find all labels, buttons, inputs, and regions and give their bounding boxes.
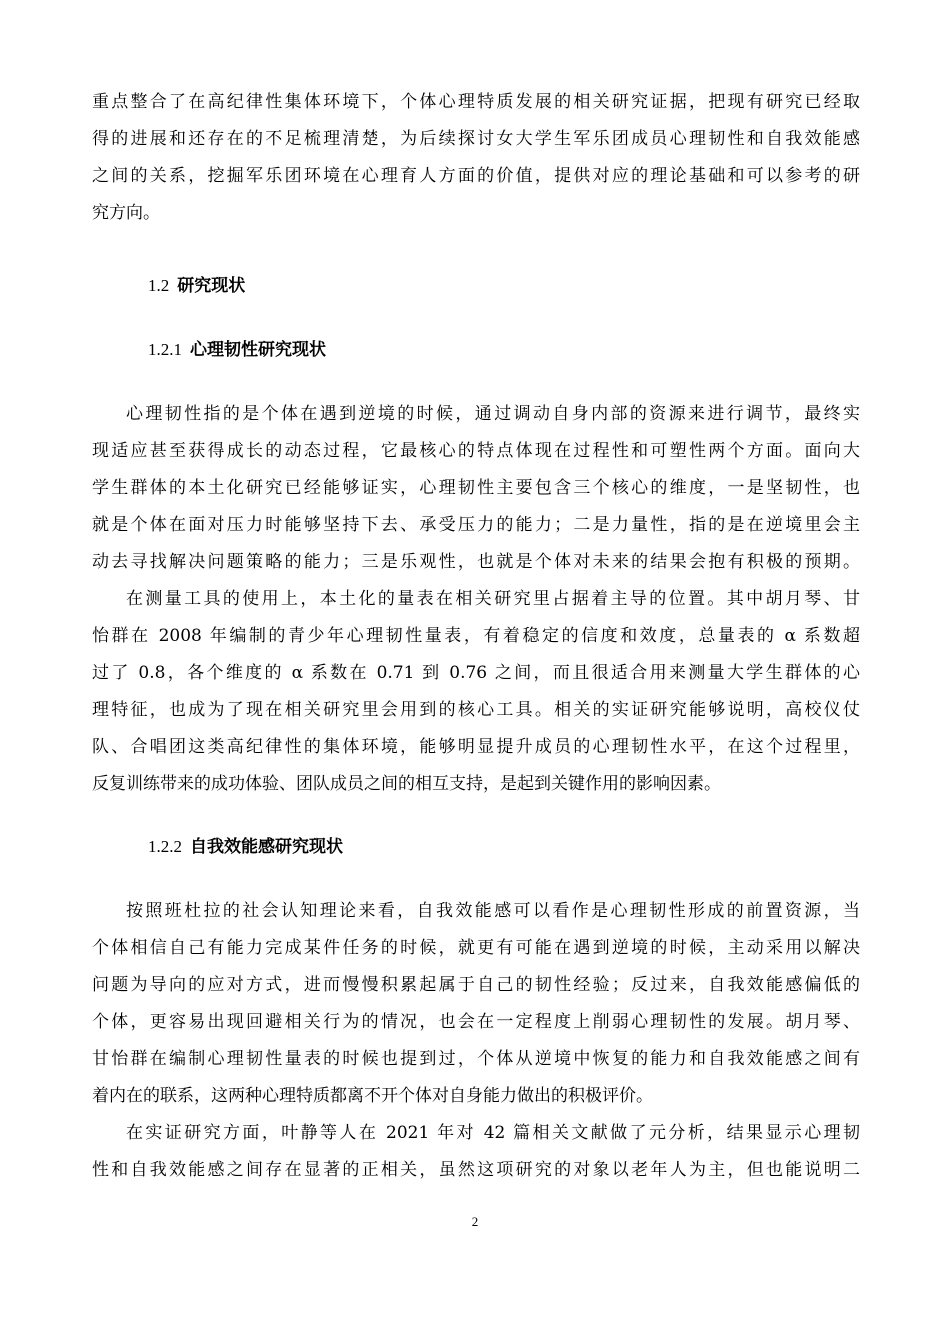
text-line: 反复训练带来的成功体验、团队成员之间的相互支持，是起到关键作用的影响因素。 (92, 774, 721, 794)
section-title: 心理韧性研究现状 (190, 340, 326, 360)
text-line: 心理韧性指的是个体在遇到逆境的时候，通过调动自身内部的资源来进行调节，最终实 (126, 404, 860, 424)
text-line: 现适应甚至获得成长的动态过程，它最核心的特点体现在过程性和可塑性两个方面。面向大 (92, 441, 860, 461)
text-line: 理特征，也成为了现在相关研究里会用到的核心工具。相关的实证研究能够说明，高校仪仗 (92, 700, 860, 720)
text-line: 动去寻找解决问题策略的能力；三是乐观性，也就是个体对未来的结果会抱有积极的预期。 (92, 552, 860, 572)
text-line: 个体，更容易出现回避相关行为的情况，也会在一定程度上削弱心理韧性的发展。胡月琴、 (92, 1012, 860, 1032)
text-line: 着内在的联系，这两种心理特质都离不开个体对自身能力做出的积极评价。 (92, 1086, 653, 1106)
text-line: 怡群在 2008 年编制的青少年心理韧性量表，有着稳定的信度和效度，总量表的 α 系数超 (92, 626, 860, 646)
text-line: 性和自我效能感之间存在显著的正相关，虽然这项研究的对象以老年人为主，但也能说明二 (92, 1160, 860, 1180)
section-heading-1-2-2 (148, 835, 343, 859)
section-heading-1-2 (148, 274, 245, 298)
text-line: 在测量工具的使用上，本土化的量表在相关研究里占据着主导的位置。其中胡月琴、甘 (126, 589, 860, 609)
page-number: 2 (471, 1214, 479, 1229)
text-line: 在实证研究方面，叶静等人在 2021 年对 42 篇相关文献做了元分析，结果显示心理韧 (126, 1123, 860, 1143)
text-line: 究方向。 (92, 203, 160, 223)
text-line: 按照班杜拉的社会认知理论来看，自我效能感可以看作是心理韧性形成的前置资源，当 (126, 901, 860, 921)
section-number: 1.2.1 (148, 340, 182, 359)
text-line: 队、合唱团这类高纪律性的集体环境，能够明显提升成员的心理韧性水平，在这个过程里， (92, 737, 860, 757)
text-line: 学生群体的本土化研究已经能够证实，心理韧性主要包含三个核心的维度，一是坚韧性，也 (92, 478, 860, 498)
text-line: 过了 0.8，各个维度的 α 系数在 0.71 到 0.76 之间，而且很适合用来测量大学生群体的心 (92, 663, 860, 683)
section-title: 研究现状 (177, 276, 246, 296)
section-heading-1-2-1 (148, 338, 326, 362)
text-line: 得的进展和还存在的不足梳理清楚，为后续探讨女大学生军乐团成员心理韧性和自我效能感 (92, 129, 860, 149)
text-line: 就是个体在面对压力时能够坚持下去、承受压力的能力；二是力量性，指的是在逆境里会主 (92, 515, 860, 535)
text-line: 重点整合了在高纪律性集体环境下，个体心理特质发展的相关研究证据，把现有研究已经取 (92, 92, 860, 112)
text-line: 问题为导向的应对方式，进而慢慢积累起属于自己的韧性经验；反过来，自我效能感偏低的 (92, 975, 860, 995)
text-line: 甘怡群在编制心理韧性量表的时候也提到过，个体从逆境中恢复的能力和自我效能感之间有 (92, 1049, 860, 1069)
section-title: 自我效能感研究现状 (190, 837, 343, 857)
text-line: 之间的关系，挖掘军乐团环境在心理育人方面的价值，提供对应的理论基础和可以参考的研 (92, 166, 860, 186)
section-number: 1.2 (148, 276, 170, 295)
text-line: 个体相信自己有能力完成某件任务的时候，就更有可能在遇到逆境的时候，主动采用以解决 (92, 938, 860, 958)
section-number: 1.2.2 (148, 837, 182, 856)
